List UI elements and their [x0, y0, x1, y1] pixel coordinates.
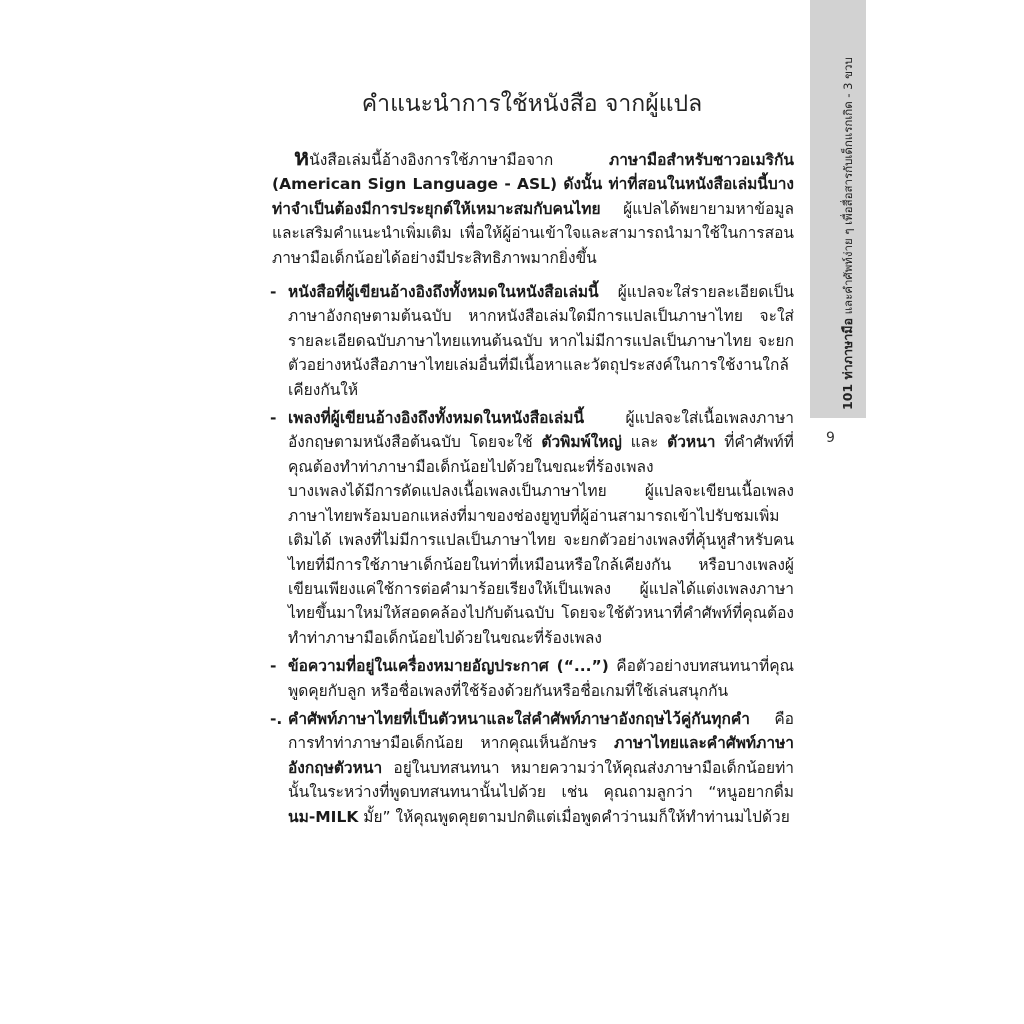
intro-bold-1: ภาษามือสำหรับชาวอเมริกัน (American Sign Language - ASL) ดังนั้น ท่าที่สอนในหนังสือเล่มนี้บางท่าจำเป็นต้องมีการประยุกต์ให้เหมาะสมกับคนไทย	[272, 151, 794, 218]
list-item-text	[288, 280, 794, 402]
page-number: 9	[826, 430, 835, 446]
side-tab-subtitle: และคำศัพท์ง่าย ๆ เพื่อสื่อสารกับเด็กแรกเกิด - 3 ขวบ	[841, 57, 855, 319]
list-item-bold-bold: ตัวหนา	[667, 433, 716, 452]
list-item-body: มั้ย” ให้คุณพูดคุยตามปกติแต่เมื่อพูดคำว่านมก็ให้ทำท่านมไปด้วย	[358, 807, 790, 826]
list-item-text	[288, 707, 794, 829]
side-tab-bold-title: 101 ท่าภาษามือ	[840, 318, 855, 410]
page-content	[272, 146, 794, 833]
list-item-body: ที่คำศัพท์ที่คุณต้องทำท่าภาษามือเด็กน้อยไปด้วยในขณะที่ร้องเพลง	[288, 433, 794, 476]
list-item-body: คือตัวอย่างบทสนทนาที่คุณพูดคุยกับลูก หรือชื่อเพลงที่ใช้ร้องด้วยกันหรือชื่อเกมที่ใช้เล่นสนุกกัน	[288, 657, 794, 700]
list-marker: -	[270, 657, 277, 676]
intro-dropcap: ห	[294, 145, 310, 171]
list-item-bold-milk: นม-MILK	[288, 807, 359, 826]
list-item-bold-uppercase: ตัวพิมพ์ใหญ่	[541, 433, 622, 452]
list-item-bold: หนังสือที่ผู้เขียนอ้างอิงถึงทั้งหมดในหนังสือเล่มนี้	[288, 283, 599, 302]
list-item-bold: ข้อความที่อยู่ในเครื่องหมายอัญประกาศ (“...”)	[288, 657, 609, 676]
intro-text-1: นังสือเล่มนี้อ้างอิงการใช้ภาษามือจาก	[309, 151, 610, 169]
list-item-bold: เพลงที่ผู้เขียนอ้างอิงถึงทั้งหมดในหนังสือเล่มนี้	[288, 409, 585, 428]
list-item-body: อยู่ในบทสนทนา หมายความว่าให้คุณส่งภาษามือเด็กน้อยท่านั้นในระหว่างที่พูดบทสนทนานั้นไปด้วย เช่น คุณถามลูกว่า “หนูอยากดื่ม	[288, 758, 794, 802]
list-item-second-paragraph: บางเพลงได้มีการดัดแปลงเนื้อเพลงเป็นภาษาไทย ผู้แปลจะเขียนเนื้อเพลงภาษาไทยพร้อมบอกแหล่งที่มาของช่องยูทูบที่ผู้อ่านสามารถเข้าไปรับชมเพิ่มเติมได้ เพลงที่ไม่มีการแปลเป็นภาษาไทย จะยกตัวอย่างเพลงที่คุ้นหูสำหรับคนไทยที่มีการใช้ภาษาเด็กน้อยในท่าที่เหมือนหรือใกล้เคียงกัน หรือบางเพลงผู้เขียนเพียงแค่ใช้การต่อคำมาร้อยเรียงให้เป็นเพลง ผู้แปลได้แต่งเพลงภาษาไทยขึ้นมาใหม่ให้สอดคล้องไปกับต้นฉบับ โดยจะใช้ตัวหนาที่คำศัพท์ที่คุณต้องทำท่าภาษามือเด็กน้อยไปด้วยในขณะที่ร้องเพลง	[288, 482, 794, 647]
list-item-text	[288, 406, 794, 479]
list-item-books	[272, 280, 794, 402]
list-item-bold-thai-english: ภาษาไทยและคำศัพท์ภาษาอังกฤษตัวหนา	[288, 734, 794, 777]
list-item-body: คือการทำท่าภาษามือเด็กน้อย หากคุณเห็นอักษร	[288, 709, 794, 753]
list-item-body: ผู้แปลจะใส่เนื้อเพลงภาษาอังกฤษตามหนังสือต้นฉบับ โดยจะใช้	[288, 409, 794, 452]
intro-paragraph	[272, 146, 794, 270]
list-item-text	[288, 654, 794, 703]
list-item-body: และ	[621, 433, 668, 452]
side-tab-title	[838, 57, 858, 410]
list-item-songs	[272, 406, 794, 650]
list-item-body: ผู้แปลจะใส่รายละเอียดเป็นภาษาอังกฤษตามต้นฉบับ หากหนังสือเล่มใดมีการแปลเป็นภาษาไทย จะใส่รายละเอียดฉบับภาษาไทยแทนต้นฉบับ หากไม่มีการแปลเป็นภาษาไทย จะยกตัวอย่างหนังสือภาษาไทยเล่มอื่นที่มีเนื้อหาและวัตถุประสงค์ในการใช้งานใกล้เคียงกันให้	[288, 283, 794, 399]
list-item-vocabulary	[272, 707, 794, 829]
list-item-bold: คำศัพท์ภาษาไทยที่เป็นตัวหนาและใส่คำศัพท์ภาษาอังกฤษไว้คู่กันทุกคำ	[288, 709, 750, 728]
list-marker: -	[270, 409, 277, 428]
page-title: คำแนะนำการใช้หนังสือ จากผู้แปล	[361, 91, 703, 117]
list-marker: -	[270, 283, 277, 302]
intro-text-2: ผู้แปลได้พยายามหาข้อมูลและเสริมคำแนะนำเพิ่มเติม เพื่อให้ผู้อ่านเข้าใจและสามารถนำมาใช้ในการสอนภาษามือเด็กน้อยได้อย่างมีประสิทธิภาพมากยิ่งขึ้น	[272, 199, 794, 267]
list-item-quotes	[272, 654, 794, 703]
list-marker: -.	[270, 709, 283, 728]
